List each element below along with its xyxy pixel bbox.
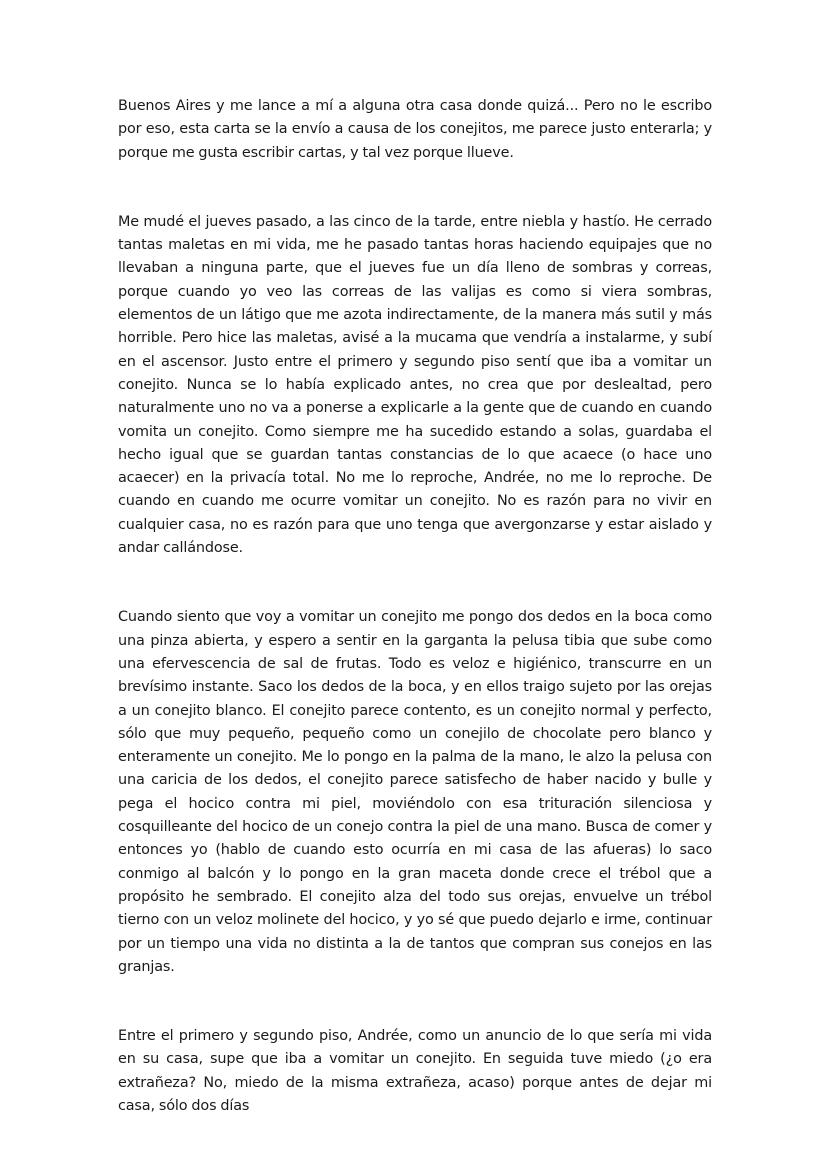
paragraph-gap: [118, 979, 712, 1025]
paragraph-3: Cuando siento que voy a vomitar un conejito me pongo dos dedos en la boca como una pinza abierta, y espero a sentir en la garganta la pelusa tibia que sube como una efervescencia de sal de frutas. Todo es veloz e higiénico, transcurre en un brevísimo instante. Saco los dedos de la boca, y en ellos traigo sujeto por las orejas a un conejito blanco. El conejito parece contento, es un conejito normal y perfecto, sólo que muy pequeño, pequeño como un conejilo de chocolate pero blanco y enteramente un conejito. Me lo pongo en la palma de la mano, le alzo la pelusa con una caricia de los dedos, el conejito parece satisfecho de haber nacido y bulle y pega el hocico contra mi piel, moviéndolo con esa trituración silenciosa y cosquilleante del hocico de un conejo contra la piel de una mano. Busca de comer y entonces yo (hablo de cuando esto ocurría en mi casa de las afueras) lo saco conmigo al balcón y lo pongo en la gran maceta donde crece el trébol que a propósito he sembrado. El conejito alza del todo sus orejas, envuelve un trébol tierno con un veloz molinete del hocico, y yo sé que puedo dejarlo e irme, continuar por un tiempo una vida no distinta a la de tantos que compran sus conejos en las granjas.: [118, 609, 712, 975]
paragraph-gap: [118, 165, 712, 211]
paragraph-2: Me mudé el jueves pasado, a las cinco de la tarde, entre niebla y hastío. He cerrado tantas maletas en mi vida, me he pasado tantas horas haciendo equipajes que no llevaban a ninguna parte, que el jueves fue un día lleno de sombras y correas, porque cuando yo veo las correas de las valijas es como si viera sombras, elementos de un látigo que me azota indirectamente, de la manera más sutil y más horrible. Pero hice las maletas, avisé a la mucama que vendría a instalarme, y subí en el ascensor. Justo entre el primero y segundo piso sentí que iba a vomitar un conejito. Nunca se lo había explicado antes, no crea que por deslealtad, pero naturalmente uno no va a ponerse a explicarle a la gente que de cuando en cuando vomita un conejito. Como siempre me ha sucedido estando a solas, guardaba el hecho igual que se guardan tantas constancias de lo que acaece (o hace uno acaecer) en la privacía total. No me lo reproche, Andrée, no me lo reproche. De cuando en cuando me ocurre vomitar un conejito. No es razón para no vivir en cualquier casa, no es razón para que uno tenga que avergonzarse y estar aislado y andar callándose.: [118, 213, 712, 557]
paragraph-1: Buenos Aires y me lance a mí a alguna otra casa donde quizá... Pero no le escribo por eso, esta carta se la envío a causa de los conejitos, me parece justo enterarla; y porque me gusta escribir cartas, y tal vez porque llueve.: [118, 98, 712, 161]
document-page: [118, 95, 712, 1118]
paragraph-gap: [118, 560, 712, 606]
paragraph-4: Entre el primero y segundo piso, Andrée, como un anuncio de lo que sería mi vida en su casa, supe que iba a vomitar un conejito. En seguida tuve miedo (¿o era extrañeza? No, miedo de la misma extrañeza, acaso) porque antes de dejar mi casa, sólo dos días: [118, 1028, 712, 1114]
